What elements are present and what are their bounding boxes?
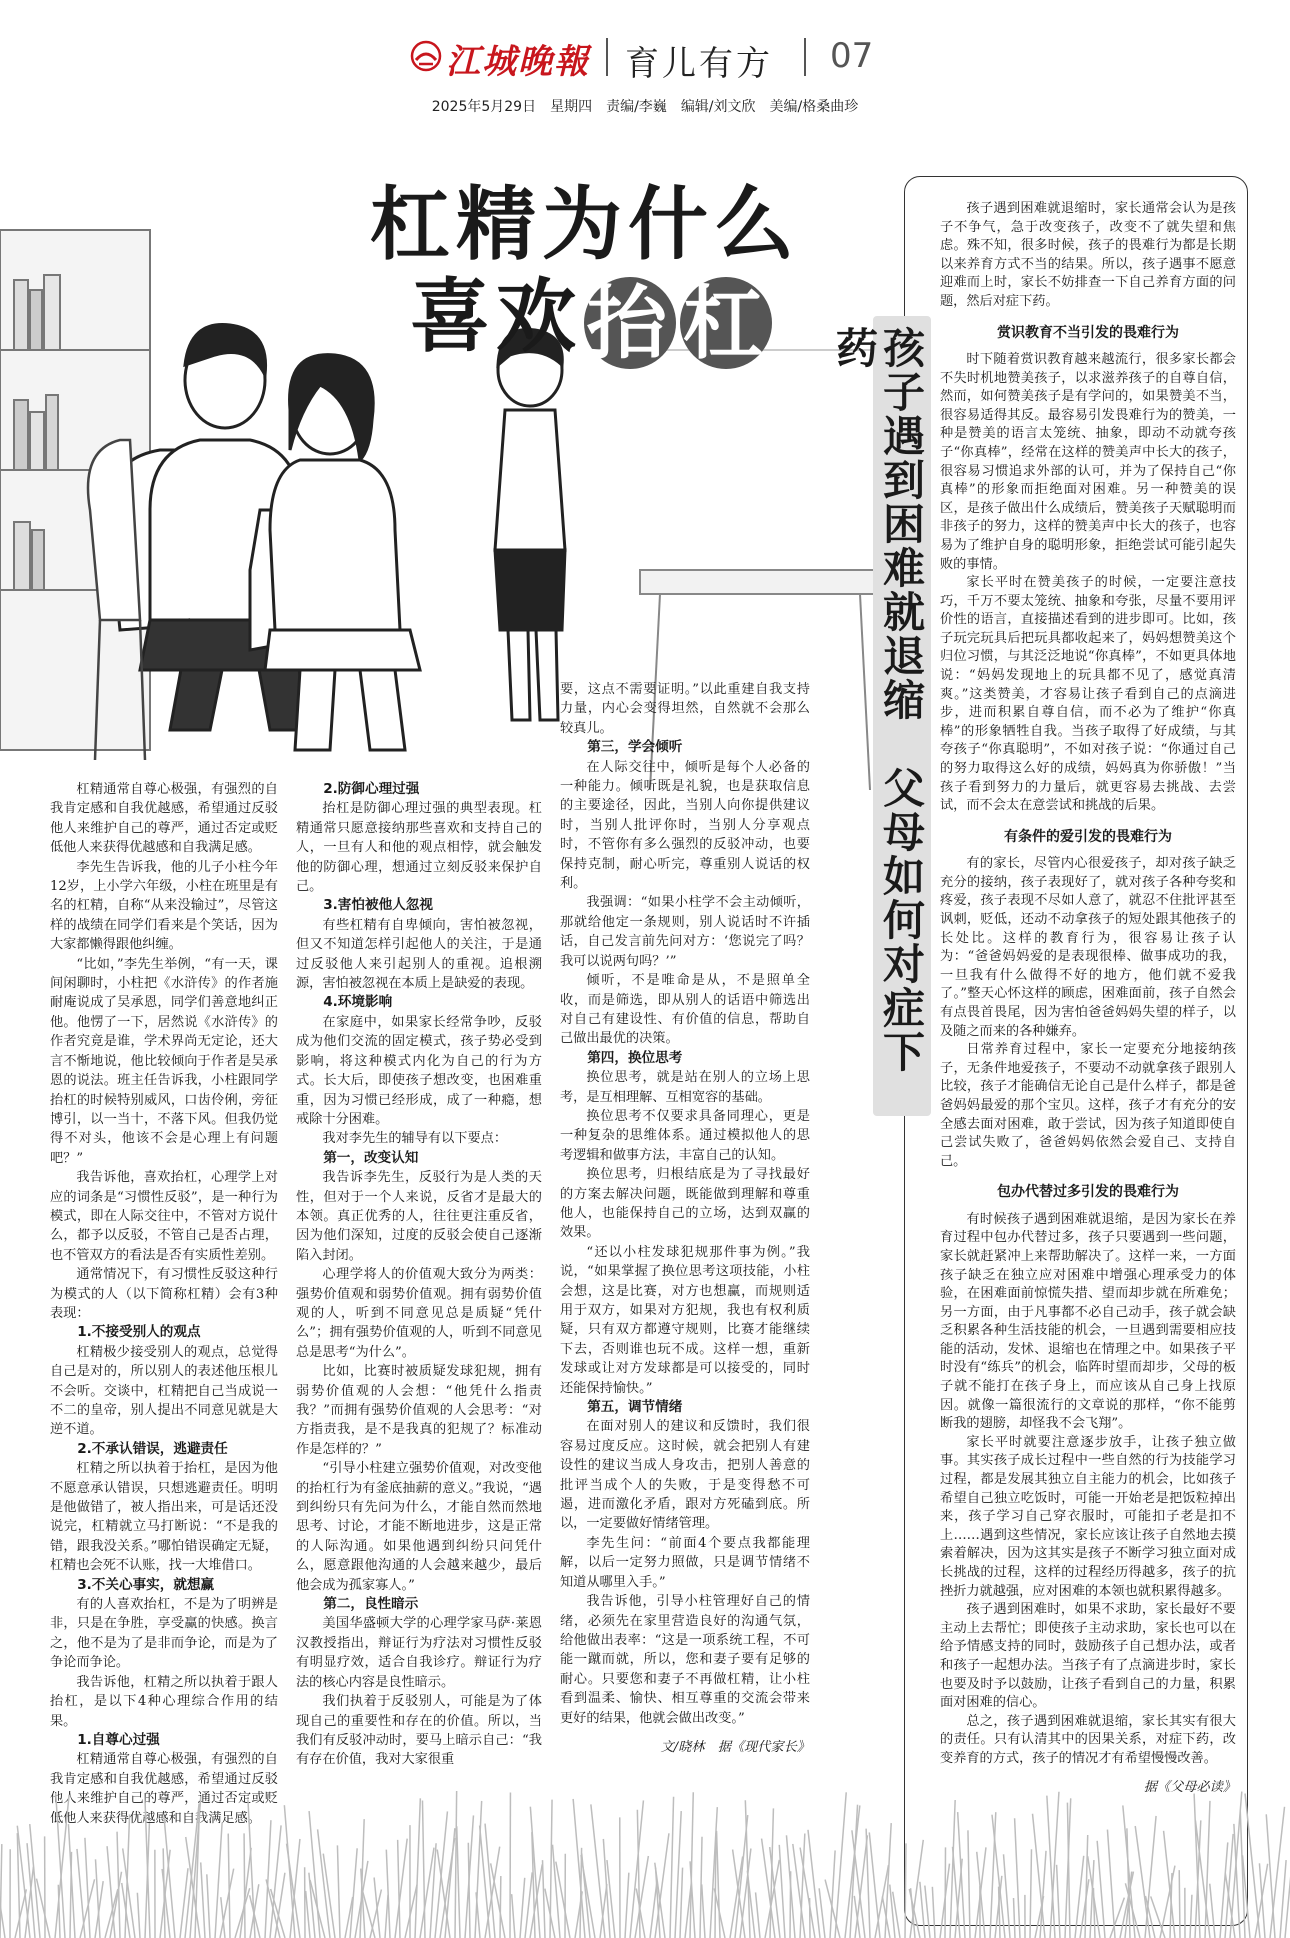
article-byline: 文/晓林 (660, 1739, 718, 1755)
grass-blade (905, 1843, 906, 1938)
section-heading: 第二，良性暗示 (323, 1596, 419, 1613)
paragraph: 杠精极少接受别人的观点，总觉得自己是对的，所以别人的表述他压根儿不会听。交谈中，杠精把自己当成说一不二的皇帝，别人提出不同意见就是大逆不道。 (50, 1344, 278, 1438)
grass-blade (420, 1848, 434, 1938)
headline-circled-char: 杠 (680, 277, 772, 369)
grass-blade (779, 1845, 785, 1938)
grass-blade (0, 1844, 2, 1938)
sidebar-article-title (830, 316, 931, 1116)
grass-blade (207, 1874, 210, 1938)
grass-blade (581, 1855, 595, 1938)
grass-blade (1179, 1870, 1180, 1938)
grass-blade (1270, 1807, 1285, 1938)
grass-blade (819, 1888, 825, 1938)
section-heading: 包办代替过多引发的畏难行为 (997, 1184, 1179, 1201)
grass-blade (137, 1893, 140, 1938)
paragraph: 我强调：“如果小柱学不会主动倾听，那就给他定一条规则，别人说话时不许插话，自己发言前先问对方：‘您说完了吗？我可以说两句吗？’” (560, 895, 810, 969)
grass-blade (386, 1850, 390, 1938)
grass-blade (500, 1876, 501, 1938)
grass-blade (275, 1873, 285, 1938)
newspaper-logo-icon (410, 40, 442, 72)
grass-blade (265, 1820, 271, 1938)
section-name: 育儿有方 (625, 44, 773, 84)
paragraph: 我告诉他，引导小柱管理好自己的情绪，必须先在家里营造良好的沟通气氛，给他做出表率：“这是一项系统工程，不可能一蹴而就，所以，您和妻子要有足够的耐心。只要您和妻子不再做杠精，让小柱看到温柔、愉快、相互尊重的交流会带来更好的结果，他就会做出改变。” (560, 1594, 810, 1726)
grass-blade (457, 1826, 460, 1938)
copy-editor-credit: 编辑/刘文欣 (680, 99, 756, 115)
grass-blade (920, 1882, 925, 1938)
grass-blade (1160, 1866, 1175, 1938)
grass-blade (350, 1848, 357, 1938)
grass-blade (306, 1891, 310, 1938)
grass-blade (830, 1850, 835, 1938)
paragraph: 日常养育过程中，家长一定要充分地接纳孩子，无条件地爱孩子，不要动不动就拿孩子跟别人比较，孩子才能确信无论自己是什么样子，都是爸爸妈妈最爱的那个宝贝。这样，孩子才有充分的安全感去面对困难，敢于尝试，因为孩子知道即使自己尝试失败了，爸爸妈妈依然会爱自己、支持自己。 (940, 1042, 1236, 1169)
grass-blade (455, 1791, 457, 1938)
paragraph: 通常情况下，有习惯性反驳这种行为模式的人（以下简称杠精）会有3种表现： (50, 1267, 278, 1321)
paragraph: 我对李先生的辅导有以下要点： (322, 1131, 508, 1147)
grass-blade (164, 1816, 175, 1938)
grass-blade (835, 1792, 846, 1938)
grass-blade (123, 1848, 135, 1938)
article-column-2 (296, 780, 542, 1770)
grass-blade (266, 1879, 280, 1938)
paragraph: 家长平时在赞美孩子的时候，一定要注意技巧，千万不要太笼统、抽象和夸张，尽量不要用评价性的语言，直接描述看到的进步即可。比如，孩子玩完玩具后把玩具都收起来了，妈妈想赞美这个归位习惯，与其泛泛地说“你真棒”，不如更具体地说：“妈妈发现地上的玩具都不见了，感觉真清爽。”这类赞美，才容易让孩子看到自己的点滴进步，进而积累自尊自信，而不必为了维护“你真棒”的形象牺牲自我。当孩子取得了好成绩，与其夸孩子“你真聪明”，不如对孩子说：“你通过自己的努力取得这么好的成绩，妈妈真为你骄傲！”当孩子看到努力的力量后，就更容易去挑战、去尝试，而不会太在意尝试和挑战的后果。 (940, 575, 1236, 814)
paragraph: 换位思考，就是站在别人的立场上思考，是互相理解、互相宽容的基础。 (560, 1070, 810, 1105)
section-heading: 第四，换位思考 (587, 1049, 683, 1066)
section-heading: 第三，学会倾听 (587, 739, 683, 756)
grass-blade (512, 1894, 515, 1938)
article-column-3 (560, 680, 810, 1757)
grass-blade (855, 1835, 867, 1938)
grass-blade (485, 1847, 500, 1938)
paragraph: 我告诉李先生，反驳行为是人类的天性，但对于一个人来说，反省才是最大的本领。真正优秀的人，往往更注重反省，因为他们深知，过度的反驳会使自己逐渐陷入封闭。 (296, 1170, 542, 1263)
grass-blade (1135, 1826, 1150, 1938)
paragraph: 美国华盛顿大学的心理学家马萨·莱恩汉教授指出，辩证行为疗法对习惯性反驳有明显疗效，适合自我诊疗。辩证行为疗法的核心内容是良性暗示。 (296, 1616, 542, 1690)
grass-blade (932, 1887, 935, 1938)
section-heading: 赏识教育不当引发的畏难行为 (997, 324, 1179, 341)
grass-blade (925, 1886, 930, 1938)
paragraph: 在家庭中，如果家长经常争吵，反驳成为他们交流的固定模式，孩子势必受到影响，将这种模式内化为自己的行为方式。长大后，即使孩子想改变，也困难重重，因为习惯已经形成，成了一种瘾，想戒除十分困难。 (296, 1014, 542, 1127)
grass-blade (680, 1868, 683, 1938)
page-number: 07 (830, 36, 874, 76)
paragraph: 家长平时就要注意逐步放手，让孩子独立做事。其实孩子成长过程中一些自然的行为技能学习过程，都是发展其独立自主能力的机会，比如孩子希望自己独立吃饭时，可能一开始老是把饭粒掉出来，孩子学习自己穿衣服时，可能扣子老是扣不上……遇到这些情况，家长应该让孩子自然地去摸索着解决，因为这其实是孩子不断学习独立面对成长挑战的过程，这样的过程经历得越多，孩子的抗挫折力就越强，应对困难的本领也就积累得越多。 (940, 1434, 1236, 1599)
section-heading: 第一，改变认知 (323, 1149, 419, 1166)
grass-blade (607, 1860, 615, 1938)
paragraph: 要，这点不需要证明。”以此重建自我支持力量，内心会变得坦然，自然就不会那么较真儿。 (560, 682, 810, 736)
paragraph: 有的人喜欢抬杠，不是为了明辨是非，只是在争胜，享受赢的快感。换言之，他不是为了是非而争论，而是为了争论而争论。 (50, 1597, 278, 1671)
issue-date: 2025年5月29日 (431, 99, 537, 115)
grass-blade (717, 1831, 720, 1938)
masthead (0, 32, 1290, 82)
art-editor-credit: 美编/格桑曲珍 (769, 99, 859, 115)
paragraph: 杠精通常自尊心极强，有强烈的自我肯定感和自我优越感，希望通过反驳他人来维护自己的尊严，通过否定或贬低他人来获得优越感和自我满足感。 (50, 1752, 278, 1826)
masthead-divider (804, 38, 806, 76)
paragraph: 换位思考，归根结底是为了寻找最好的方案去解决问题，既能做到理解和尊重他人，也能保持自己的立场，达到双赢的效果。 (560, 1167, 810, 1241)
grass-blade (530, 1807, 540, 1938)
paragraph: 比如，比赛时被质疑发球犯规，拥有弱势价值观的人会想：“他凭什么指责我？”而拥有强势价值观的人会思考：“对方指责我，是不是我真的犯规了？标准动作是怎样的？” (296, 1364, 542, 1457)
grass-blade (1014, 1898, 1015, 1938)
grass-blade (1266, 1814, 1275, 1938)
grass-blade (1057, 1865, 1060, 1938)
grass-blade (1280, 1860, 1286, 1938)
grass-blade (468, 1843, 470, 1938)
paragraph: 孩子遇到困难就退缩时，家长通常会认为是孩子不争气，急于改变孩子，改变不了就失望和焦虑。殊不知，很多时候，孩子的畏难行为都是长期以来养育方式不当的结果。所以，孩子遇事不愿意迎难而上时，家长不妨排查一下自己养育方面的问题，然后对症下药。 (940, 201, 1236, 309)
grass-blade (756, 1892, 760, 1938)
issue-weekday: 星期四 (550, 99, 593, 115)
grass-blade (385, 1895, 388, 1938)
grass-blade (480, 1826, 490, 1938)
paragraph: 时下随着赏识教育越来越流行，很多家长都会不失时机地赞美孩子，以求滋养孩子的自尊自信，然而，如何赞美孩子是有学问的，如果赞美不当，很容易适得其反。最容易引发畏难行为的赞美，一种是赞美的语言太笼统、抽象，即动不动就夸孩子“你真棒”，经常在这样的赞美声中长大的孩子，很容易习惯追求外部的认可，并为了保持自己“你真棒”的形象而拒绝面对困难。另一种赞美的误区，是孩子做出什么成绩后，赞美孩子天赋聪明而非孩子的努力，这样的赞美声中长大的孩子，也容易为了维护自身的聪明形象，拒绝尝试可能引起失败的事情。 (940, 351, 1236, 572)
grass-blade (68, 1824, 75, 1938)
paragraph: 心理学将人的价值观大致分为两类：强势价值观和弱势价值观。拥有弱势价值观的人，听到不同意见总是质疑“凭什么”；拥有强势价值观的人，听到不同意见总是思考“为什么”。 (296, 1267, 542, 1360)
paragraph: 有的家长，尽管内心很爱孩子，却对孩子缺乏充分的接纳，孩子表现好了，就对孩子各种夸奖和疼爱，孩子表现不尽如人意了，就忍不住批评甚至讽刺，贬低，还动不动拿孩子的短处跟其他孩子的长处比。这样的教育行为，很容易让孩子认为：“爸爸妈妈爱的是表现很棒、做事成功的我，一旦我有什么做得不好的地方，他们就不爱我了。”整天心怀这样的顾虑，困难面前，孩子自然会有点畏首畏尾，因为害怕爸爸妈妈失望的样子，以及随之而来的各种嫌弃。 (940, 856, 1236, 1039)
grass-blade (445, 1828, 455, 1938)
paragraph: “比如，”李先生举例，“有一天，课间闲聊时，小柱把《水浒传》的作者施耐庵说成了吴承恩，同学们善意地纠正他。他愣了一下，居然说《水浒传》的作者究竟是谁，学术界尚无定论，还大言不惭地说，他比较倾向于作者是吴承恩的说法。班主任告诉我，小柱跟同学抬杠的时候特别威风，口齿伶俐，旁征博引，以一当十，不落下风。但我仍觉得不对头，他该不会是心理上有问题吧？” (50, 956, 278, 1166)
grass-blade (491, 1863, 505, 1938)
paragraph: 孩子遇到困难时，如果不求助，家长最好不要主动上去帮忙；即使孩子主动求助，家长也可以在给予情感支持的同时，鼓励孩子自己想办法，或者和孩子一起想办法。当孩子有了点滴进步时，家长也要及时予以鼓励，让孩子看到自己的力量，积累面对困难的信心。 (940, 1602, 1236, 1711)
paragraph: 李先生问：“前面4个要点我都能理解，以后一定努力照做，只是调节情绪不知道从哪里入手。” (560, 1535, 810, 1590)
grass-blade (992, 1815, 1005, 1938)
article-source (560, 1738, 810, 1757)
grass-blade (398, 1840, 400, 1938)
grass-blade (556, 1862, 570, 1938)
child-figure (495, 329, 565, 720)
grass-blade (337, 1845, 340, 1938)
grass-blade (215, 1823, 222, 1938)
grass-blade (1210, 1884, 1215, 1938)
grass-blade (603, 1839, 610, 1938)
grass-decoration (0, 1770, 1290, 1938)
grass-blade (85, 1838, 90, 1938)
grass-blade (415, 1798, 420, 1938)
paragraph: 在面对别人的建议和反馈时，我们很容易过度反应。这时候，就会把别人有建设性的建议当成人身攻击，把别人善意的批评当成个人的失败，于是变得愁不可遏，进而激化矛盾，跟对方死磕到底。所以，一定要做好情绪管理。 (560, 1419, 810, 1532)
sidebar-article-body (940, 200, 1236, 1797)
grass-blade (1190, 1895, 1192, 1938)
grass-blade (670, 1797, 674, 1938)
grass-blade (968, 1830, 970, 1938)
headline-line-2-prefix: 喜欢 (410, 269, 582, 363)
grass-blade (77, 1849, 85, 1938)
paragraph: 李先生告诉我，他的儿子小柱今年12岁，上小学六年级，小柱在班里是有名的杠精，自称“从来没输过”，尽管这样的战绩在同学们看来是个笑话，因为大家都懒得跟他纠缠。 (50, 859, 278, 953)
grass-blade (553, 1845, 560, 1938)
grass-blade (636, 1889, 645, 1938)
grass-blade (1164, 1831, 1175, 1938)
grass-blade (869, 1832, 880, 1938)
grass-blade (591, 1804, 605, 1938)
grass-blade (543, 1860, 545, 1938)
sidebar-article-title-text: 孩子遇到困难就退缩 父母如何对症下药 (830, 326, 926, 1074)
grass-blade (866, 1829, 870, 1938)
section-heading: 第五，调节情绪 (587, 1399, 683, 1416)
grass-blade (284, 1805, 295, 1938)
section-heading: 2.防御心理过强 (323, 781, 420, 797)
paragraph: 有时候孩子遇到困难就退缩，是因为家长在养育过程中包办代替过多，孩子只要遇到一些问题，家长就赶紧冲上来帮助解决了。这样一来，一方面孩子缺乏在独立应对困难中增强心理承受力的体验，在困难面前惊慌失措、望而却步就在所难免；另一方面，由于凡事都不必自己动手，孩子就会缺乏积累各种生活技能的机会，一旦遇到需要相应技能的活动，发怵、退缩也在情理之中。如果孩子平时没有“练兵”的机会，临阵时望而却步，父母的板子就不能打在孩子身上，而应该从自己身上找原因。就像一篇很流行的文章说的那样，“你不能剪断我的翅膀，却怪我不会飞翔”。 (940, 1211, 1236, 1432)
masthead-divider (606, 38, 608, 76)
grass-blade (520, 1878, 525, 1938)
section-heading: 1.自尊心过强 (77, 1731, 160, 1748)
paragraph: 我告诉他，杠精之所以执着于跟人抬杠，是以下4种心理综合作用的结果。 (50, 1674, 278, 1729)
grass-blade (1259, 1863, 1265, 1938)
grass-blade (201, 1862, 205, 1938)
paragraph: 倾听，不是唯命是从，不是照单全收，而是筛选，即从别人的话语中筛选出对自己有建设性、有价值的信息，帮助自己做出最优的决策。 (560, 973, 810, 1047)
section-heading: 有条件的爱引发的畏难行为 (1004, 828, 1172, 845)
paragraph: 有些杠精有自卑倾向，害怕被忽视，但又不知道怎样引起他人的关注，于是通过反驳他人来引起别人的重视。追根溯源，害怕被忽视在本质上是缺爱的表现。 (296, 917, 542, 992)
paragraph: 换位思考不仅要求具备同理心，更是一种复杂的思维体系。通过模拟他人的思考逻辑和做事方法，丰富自己的认知。 (560, 1108, 810, 1163)
section-heading: 1.不接受别人的观点 (77, 1324, 201, 1341)
headline-line-1: 杠精为什么 (370, 177, 800, 271)
paragraph: 我告诉他，喜欢抬杠，心理学上对应的词条是“习惯性反驳”，是一种行为模式，即在人际交往中，不管对方说什么，都予以反驳，不管自己是否占理，也不管双方的看法是否有实质性差别。 (50, 1170, 278, 1263)
grass-blade (1285, 1837, 1290, 1938)
paragraph: 我们执着于反驳别人，可能是为了体现自己的重要性和存在的价值。所以，当我们有反驳冲动时，要马上暗示自己：“我有存在价值，我对大家很重 (296, 1694, 542, 1768)
paper-name: 江城晚報 (446, 42, 590, 82)
grass-blade (625, 1873, 629, 1938)
section-heading: 4.环境影响 (323, 994, 393, 1011)
section-heading: 3.不关心事实，就想赢 (77, 1576, 215, 1593)
article-source-name: 据《现代家长》 (717, 1739, 810, 1755)
section-heading: 3.害怕被他人忽视 (323, 897, 433, 914)
paragraph: 总之，孩子遇到困难就退缩，家长其实有很大的责任。只有认清其中的因果关系，对症下药，改变养育的方式，孩子的情况才有希望慢慢改善。 (940, 1713, 1236, 1766)
section-heading: 2.不承认错误，逃避责任 (77, 1440, 228, 1457)
grass-blade (702, 1884, 705, 1938)
paragraph: 杠精之所以执着于抬杠，是因为他不愿意承认错误，只想逃避责任。明明是他做错了，被人指出来，可是话还没说完，杠精就立马打断说：“不是我的错，跟我没关系。”哪怕错误确定无疑，杠精也会死不认账，找一大堆借口。 (50, 1461, 278, 1574)
editor-credit: 责编/李巍 (606, 99, 667, 115)
grass-blade (374, 1878, 380, 1938)
paragraph: “还以小柱发球犯规那件事为例。”我说，“如果掌握了换位思考这项技能，小柱会想，这是比赛，对方也想赢，而规则适用于双方，如果对方犯规，我也有权利质疑，只有双方都遵守规则，比赛才能继续下去，否则谁也玩不成。这样一想，重新发球或让对方发球都是可以接受的，同时还能保持愉快。” (560, 1244, 810, 1396)
grass-blade (1015, 1818, 1020, 1938)
sidebar-article-source: 据《父母必读》 (1143, 1779, 1236, 1795)
grass-blade (990, 1812, 996, 1938)
grass-blade (244, 1833, 245, 1938)
grass-blade (1004, 1854, 1010, 1938)
grass-blade (1107, 1830, 1115, 1938)
article-column-1 (50, 780, 278, 1828)
paragraph: 杠精通常自尊心极强，有强烈的自我肯定感和自我优越感，希望通过反驳他人来维护自己的尊严，通过否定或贬低他人来获得优越感和自我满足感。 (50, 782, 278, 856)
grass-blade (1080, 1879, 1089, 1938)
grass-blade (395, 1839, 407, 1938)
paragraph: 在人际交往中，倾听是每个人必备的一种能力。倾听既是礼貌，也是获取信息的主要途径，因此，当别人向你提供建议时，当别人批评你时，当别人分享观点时，不管你有多么强烈的反驳冲动，也要保持克制，耐心听完，尊重别人说话的权利。 (560, 759, 810, 892)
grass-blade (228, 1834, 230, 1938)
headline-line-2 (410, 252, 774, 369)
dateline (0, 96, 1290, 116)
paragraph: “引导小柱建立强势价值观，对改变他的抬杠行为有釜底抽薪的意义。”我说，“遇到纠纷只有先问为什么，才能自然而然地思考、讨论，才能不断地进步，这是正常的人际沟通。如果他遇到纠纷只问凭什么，愿意跟他沟通的人会越来越少，最后他会成为孤家寡人。” (296, 1461, 542, 1593)
paragraph: 抬杠是防御心理过强的典型表现。杠精通常只愿意接纳那些喜欢和支持自己的人，一旦有人和他的观点相悖，就会触发他的防御心理，想通过立刻反驳来保护自己。 (296, 801, 542, 895)
headline-circled-char: 抬 (584, 277, 676, 369)
grass-blade (1030, 1849, 1031, 1938)
